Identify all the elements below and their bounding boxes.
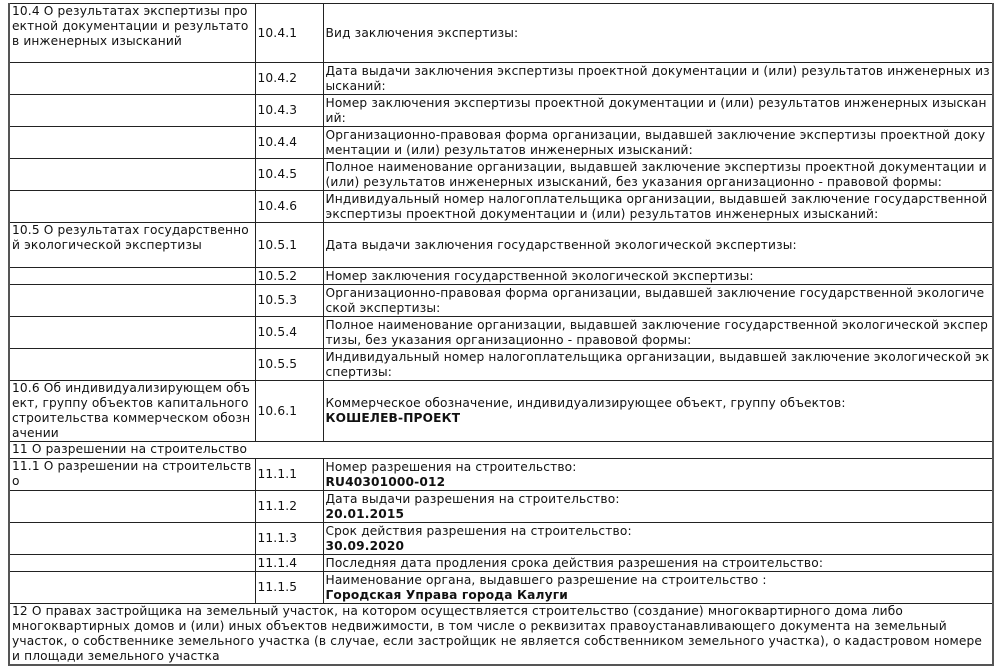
permit-number-value: RU40301000-012: [325, 474, 446, 489]
empty-cell: [9, 191, 255, 223]
section-title: 10.4 О результатах экспертизы проектной документации и результатов инженерных изысканий: [9, 4, 255, 63]
item-label: Наименование органа, выдавшего разрешение на строительство :: [325, 572, 767, 587]
item-code: 11.1.3: [255, 523, 323, 555]
item-code: 10.4.5: [255, 159, 323, 191]
table-row: [9, 268, 993, 285]
declaration-document: [8, 3, 992, 666]
item-code: 11.1.2: [255, 491, 323, 523]
table-row: [9, 523, 993, 555]
empty-cell: [9, 491, 255, 523]
table-row: [9, 491, 993, 523]
item-code: 11.1.1: [255, 459, 323, 491]
item-label: Номер заключения экспертизы проектной документации и (или) результатов инженерных изысканий:: [323, 95, 993, 127]
empty-cell: [9, 159, 255, 191]
table-row: [9, 63, 993, 95]
item-code: 10.4.3: [255, 95, 323, 127]
table-row: [9, 381, 993, 442]
item-code: 10.4.1: [255, 4, 323, 63]
item-cell: [323, 459, 993, 491]
empty-cell: [9, 523, 255, 555]
issuing-authority-value: Городская Управа города Калуги: [325, 587, 568, 602]
table-row: [9, 572, 993, 604]
table-row: [9, 223, 993, 268]
item-code: 10.4.2: [255, 63, 323, 95]
empty-cell: [9, 317, 255, 349]
empty-cell: [9, 555, 255, 572]
item-code: 10.5.3: [255, 285, 323, 317]
empty-cell: [9, 63, 255, 95]
item-code: 10.4.4: [255, 127, 323, 159]
item-code: 11.1.4: [255, 555, 323, 572]
permit-expiry-date-value: 30.09.2020: [325, 538, 405, 553]
section-heading-12: 12 О правах застройщика на земельный участок, на котором осуществляется строительство (создание) многоквартирного дома либо многоквартирных домов и (или) иных объектов недвижимости, в том числе о реквизитах правоустанавливающего документа на земельный участок, о собственнике земельного участка (в случае, если застройщик не является собственником земельного участка), о кадастровом номере и площади земельного участка: [9, 604, 993, 666]
item-cell: [323, 381, 993, 442]
item-label: Номер разрешения на строительство:: [325, 459, 577, 474]
table-row: [9, 127, 993, 159]
empty-cell: [9, 349, 255, 381]
table-row: [9, 459, 993, 491]
section-title: 10.5 О результатах государственной экологической экспертизы: [9, 223, 255, 268]
empty-cell: [9, 285, 255, 317]
section-heading-11: 11 О разрешении на строительство: [9, 442, 993, 459]
item-label: Дата выдачи заключения государственной экологической экспертизы:: [323, 223, 993, 268]
table-row: [9, 95, 993, 127]
table-row: [9, 285, 993, 317]
item-label: Организационно-правовая форма организации, выдавшей заключение государственной экологической экспертизы:: [323, 285, 993, 317]
item-label: Вид заключения экспертизы:: [323, 4, 993, 63]
item-code: 10.5.1: [255, 223, 323, 268]
table-row: [9, 442, 993, 459]
section-title: 11.1 О разрешении на строительство: [9, 459, 255, 491]
empty-cell: [9, 572, 255, 604]
item-code: 10.4.6: [255, 191, 323, 223]
item-cell: [323, 523, 993, 555]
table-row: [9, 4, 993, 63]
item-label: Номер заключения государственной экологической экспертизы:: [323, 268, 993, 285]
item-code: 11.1.5: [255, 572, 323, 604]
permit-issue-date-value: 20.01.2015: [325, 506, 405, 521]
item-label: Индивидуальный номер налогоплательщика организации, выдавшей заключение экологической экспертизы:: [323, 349, 993, 381]
table-row: [9, 317, 993, 349]
item-label: Коммерческое обозначение, индивидуализирующее объект, группу объектов:: [325, 396, 846, 410]
item-label: Дата выдачи разрешения на строительство:: [325, 491, 620, 506]
table-row: [9, 191, 993, 223]
item-value: КОШЕЛЕВ-ПРОЕКТ: [325, 411, 461, 425]
item-cell: [323, 491, 993, 523]
section-title: 10.6 Об индивидуализирующем объект, группу объектов капитального строительства коммерческом обозначении: [9, 381, 255, 442]
item-label: Полное наименование организации, выдавшей заключение экспертизы проектной документации и (или) результатов инженерных изысканий, без указания организационно - правовой формы:: [323, 159, 993, 191]
empty-cell: [9, 95, 255, 127]
item-label: Срок действия разрешения на строительство:: [325, 523, 632, 538]
table-row: [9, 349, 993, 381]
empty-cell: [9, 127, 255, 159]
table-row: [9, 555, 993, 572]
empty-cell: [9, 268, 255, 285]
item-label: Дата выдачи заключения экспертизы проектной документации и (или) результатов инженерных изысканий:: [323, 63, 993, 95]
table-row: [9, 604, 993, 666]
item-label: Полное наименование организации, выдавшей заключение государственной экологической экспертизы, без указания организационно - правовой формы:: [323, 317, 993, 349]
item-label: Последняя дата продления срока действия разрешения на строительство:: [323, 555, 993, 572]
item-code: 10.6.1: [255, 381, 323, 442]
item-label: Индивидуальный номер налогоплательщика организации, выдавшей заключение государственной экспертизы проектной документации и (или) результатов инженерных изысканий:: [323, 191, 993, 223]
item-label: Организационно-правовая форма организации, выдавшей заключение экспертизы проектной документации и (или) результатов инженерных изысканий:: [323, 127, 993, 159]
item-cell: [323, 572, 993, 604]
item-code: 10.5.5: [255, 349, 323, 381]
table-row: [9, 159, 993, 191]
item-code: 10.5.2: [255, 268, 323, 285]
declaration-table: [8, 3, 994, 666]
item-code: 10.5.4: [255, 317, 323, 349]
